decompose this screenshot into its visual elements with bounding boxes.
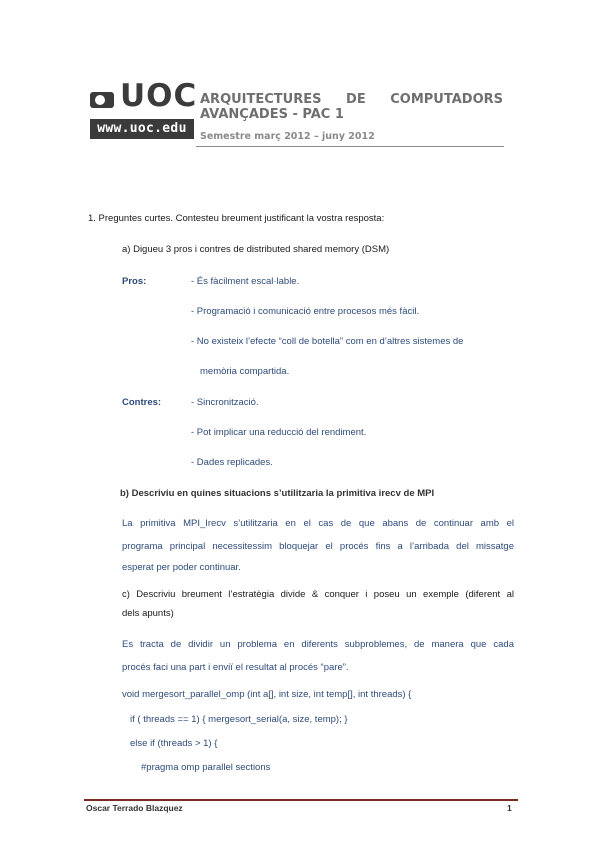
answer-c-line: procés faci una part i enviï el resultat al procés “pare”. xyxy=(122,662,349,673)
question-heading: 1. Preguntes curtes. Contesteu breument justificant la vostra resposta: xyxy=(88,213,385,224)
answer-b-line: La primitiva MPI_Irecv s’utilitzaria en el cas de que abans de continuar amb el xyxy=(122,518,514,529)
question-c-label-cont: dels apunts) xyxy=(122,608,174,619)
code-line: #pragma omp parallel sections xyxy=(141,762,271,773)
question-a-label: a) Digueu 3 pros i contres de distributed shared memory (DSM) xyxy=(122,244,390,255)
logo-text: UOC xyxy=(120,78,198,114)
question-b-label: b) Descriviu en quines situacions s’utilitzaria la primitiva irecv de MPI xyxy=(120,488,435,499)
logo-mark xyxy=(90,78,198,116)
pros-item: memòria compartida. xyxy=(200,366,290,377)
page-number: 1 xyxy=(507,803,512,813)
code-line: else if (threads > 1) { xyxy=(130,738,218,749)
pros-item: - Programació i comunicació entre procesos més fàcil. xyxy=(191,306,420,317)
pros-item: - No existeix l’efecte “coll de botella” com en d’altres sistemes de xyxy=(191,336,464,347)
contres-item: - Pot implicar una reducció del rendiment. xyxy=(191,427,367,438)
answer-c-line: Es tracta de dividir un problema en diferents subproblemes, de manera que cada xyxy=(122,639,514,650)
contres-item: - Dades replicades. xyxy=(191,457,273,468)
logo-url: www.uoc.edu xyxy=(90,119,194,139)
pros-item: - És fàcilment escal·lable. xyxy=(191,276,300,287)
code-line: void mergesort_parallel_omp (int a[], int size, int temp[], int threads) { xyxy=(122,689,412,700)
header-divider xyxy=(196,146,504,147)
pros-label: Pros: xyxy=(122,276,147,287)
code-line: if ( threads == 1) { mergesort_serial(a, size, temp); } xyxy=(130,714,348,725)
contres-label: Contres: xyxy=(122,397,162,408)
uoc-logo xyxy=(90,78,198,142)
logo-dot-icon xyxy=(90,92,114,108)
footer-author: Oscar Terrado Blazquez xyxy=(86,803,183,813)
answer-b-line: esperat per poder continuar. xyxy=(122,562,241,573)
semester: Semestre març 2012 – juny 2012 xyxy=(200,131,375,142)
contres-item: - Sincronització. xyxy=(191,397,259,408)
document-title-line2: AVANÇADES - PAC 1 xyxy=(200,107,344,122)
document-title-line1: ARQUITECTURES DE COMPUTADORS xyxy=(200,92,503,107)
question-c-label: c) Descriviu breument l’estratègia divide & conquer i poseu un exemple (diferent al xyxy=(122,589,514,600)
answer-b-line: programa principal necessitessim bloquejar el procés fins a l’arribada del missatge xyxy=(122,541,514,552)
footer-divider xyxy=(84,799,518,801)
